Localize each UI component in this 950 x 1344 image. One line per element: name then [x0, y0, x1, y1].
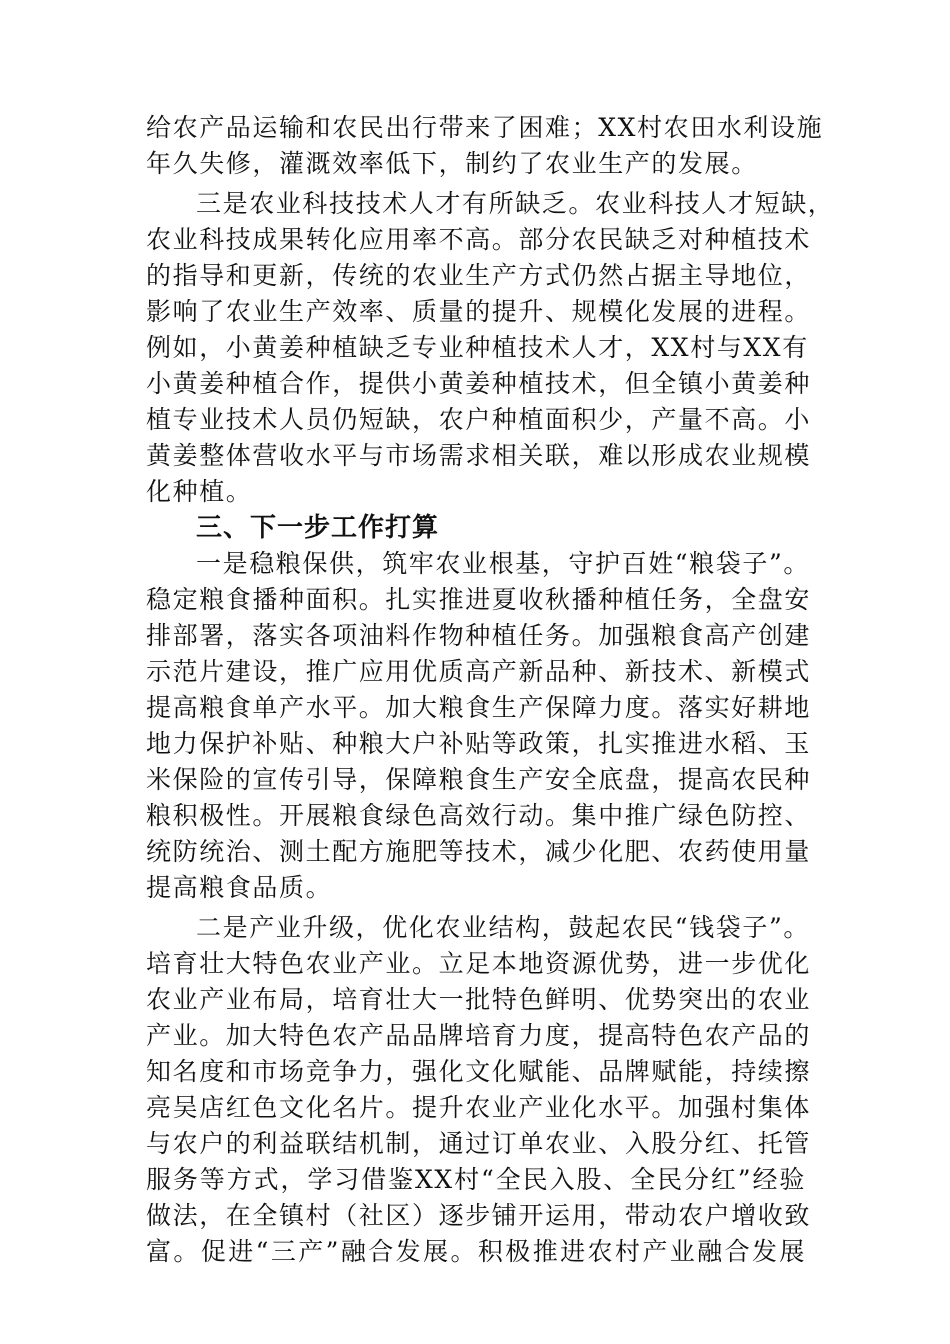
text-line: 的指导和更新，传统的农业生产方式仍然占据主导地位，: [146, 261, 812, 290]
text-line: 提高粮食单产水平。加大粮食生产保障力度。落实好耕地: [146, 693, 812, 722]
text-line: 稳定粮食播种面积。扎实推进夏收秋播种植任务，全盘安: [146, 585, 812, 614]
text-line: 例如，小黄姜种植缺乏专业种植技术人才，XX村与XX有: [146, 333, 809, 362]
text-line: 给农产品运输和农民出行带来了困难；XX村农田水利设施: [146, 113, 824, 142]
text-line: 统防统治、测土配方施肥等技术，减少化肥、农药使用量: [146, 837, 812, 866]
text-line: 培育壮大特色农业产业。立足本地资源优势，进一步优化: [146, 949, 812, 978]
text-line: 富。促进“三产”融合发展。积极推进农村产业融合发展: [146, 1237, 806, 1266]
text-line: 服务等方式，学习借鉴XX村“全民入股、全民分红”经验: [146, 1165, 806, 1194]
document-page: [146, 110, 835, 1270]
text-line: 亮吴店红色文化名片。提升农业产业化水平。加强村集体: [146, 1093, 812, 1122]
text-line: 示范片建设，推广应用优质高产新品种、新技术、新模式: [146, 657, 812, 686]
text-line: 黄姜整体营收水平与市场需求相关联，难以形成农业规模: [146, 441, 812, 470]
text-line: 与农户的利益联结机制，通过订单农业、入股分红、托管: [146, 1129, 812, 1158]
text-line: 产业。加大特色农产品品牌培育力度，提高特色农产品的: [146, 1021, 812, 1050]
text-line: 提高粮食品质。: [146, 873, 333, 902]
section-heading: 三、下一步工作打算: [196, 513, 440, 543]
text-line: 米保险的宣传引导，保障粮食生产安全底盘，提高农民种: [146, 765, 812, 794]
text-line: 年久失修，灌溉效率低下，制约了农业生产的发展。: [146, 149, 758, 178]
text-line: 小黄姜种植合作，提供小黄姜种植技术，但全镇小黄姜种: [146, 369, 812, 398]
text-line: 粮积极性。开展粮食绿色高效行动。集中推广绿色防控、: [146, 801, 812, 830]
text-line: 地力保护补贴、种粮大户补贴等政策，扎实推进水稻、玉: [146, 729, 812, 758]
text-line: 知名度和市场竞争力，强化文化赋能、品牌赋能，持续擦: [146, 1057, 812, 1086]
text-line: 一是稳粮保供，筑牢农业根基，守护百姓“粮袋子”。: [196, 549, 810, 578]
text-line: 影响了农业生产效率、质量的提升、规模化发展的进程。: [146, 297, 812, 326]
text-line: 农业科技成果转化应用率不高。部分农民缺乏对种植技术: [146, 225, 812, 254]
text-line: 植专业技术人员仍短缺，农户种植面积少，产量不高。小: [146, 405, 812, 434]
text-line: 化种植。: [146, 477, 253, 506]
text-line: 排部署，落实各项油料作物种植任务。加强粮食高产创建: [146, 621, 812, 650]
text-line: 做法，在全镇村（社区）逐步铺开运用，带动农户增收致: [146, 1201, 812, 1230]
text-line: 二是产业升级，优化农业结构，鼓起农民“钱袋子”。: [196, 913, 810, 942]
text-line: 农业产业布局，培育壮大一批特色鲜明、优势突出的农业: [146, 985, 812, 1014]
text-line: 三是农业科技技术人才有所缺乏。农业科技人才短缺，: [196, 189, 835, 218]
